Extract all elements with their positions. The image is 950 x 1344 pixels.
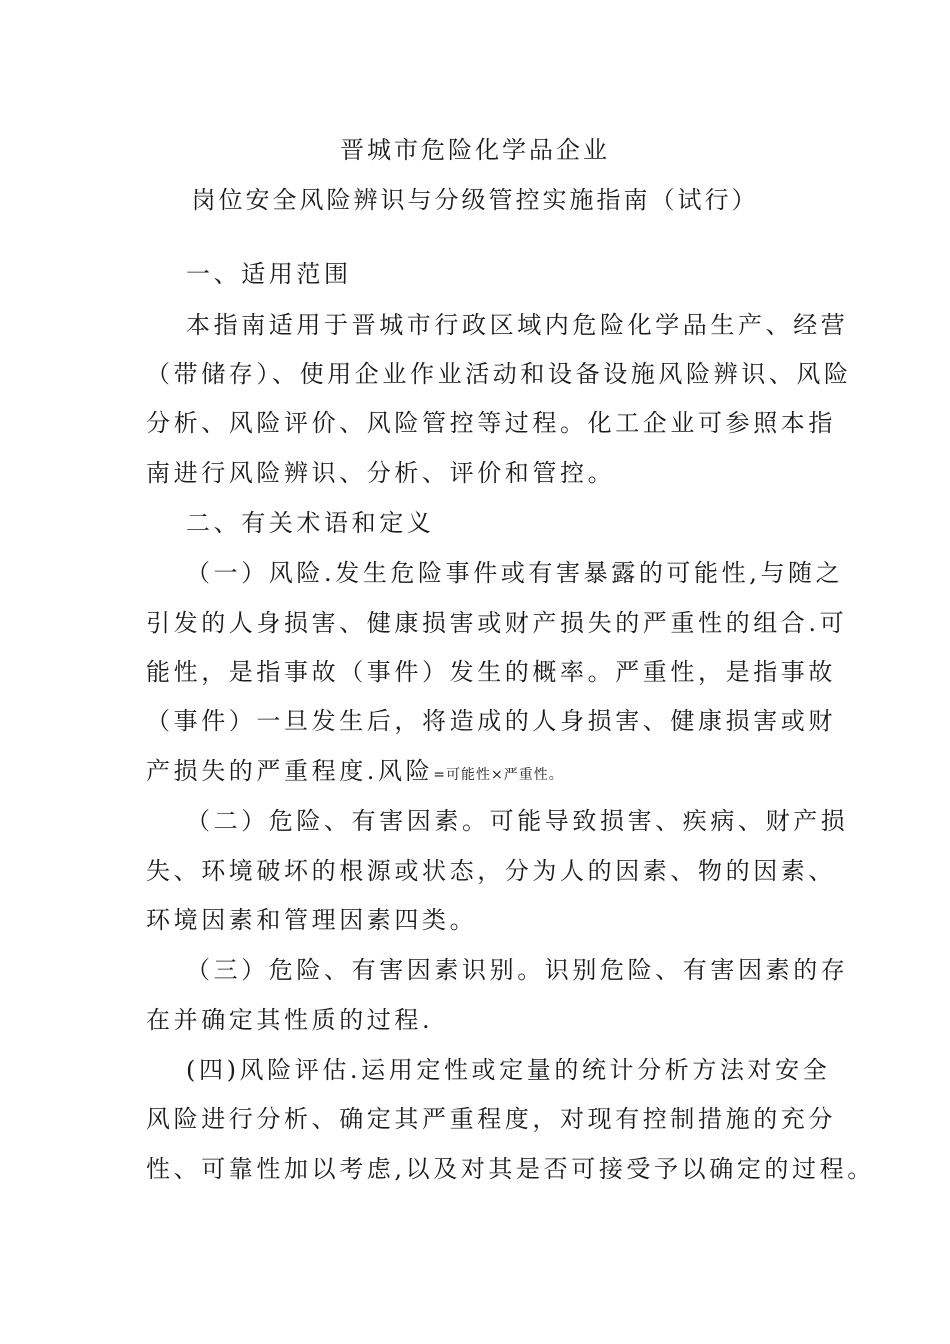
paragraph-line: （三）危险、有害因素识别。识别危险、有害因素的存 xyxy=(186,956,849,984)
section-heading-scope: 一、适用范围 xyxy=(186,260,352,288)
section-heading-terms: 二、有关术语和定义 xyxy=(186,509,435,537)
paragraph-line: 在并确定其性质的过程. xyxy=(146,1006,434,1034)
paragraph-line: 能性，是指事故（事件）发生的概率。严重性，是指事故 xyxy=(146,658,836,686)
document-title-line2: 岗位安全风险辨识与分级管控实施指南（试行） xyxy=(191,186,759,214)
paragraph-line: 风险进行分析、确定其严重程度，对现有控制措施的充分 xyxy=(146,1105,836,1133)
paragraph-line: 性、可靠性加以考虑,以及对其是否可接受予以确定的过程。 xyxy=(146,1155,875,1183)
document-title-line1: 晋城市危险化学品企业 xyxy=(340,136,610,164)
paragraph-line: （二）危险、有害因素。可能导致损害、疾病、财产损 xyxy=(186,807,849,835)
paragraph-text: 产损失的严重程度.风险 xyxy=(146,757,434,785)
paragraph-line: 失、环境破坏的根源或状态，分为人的因素、物的因素、 xyxy=(146,857,836,885)
paragraph-line: 引发的人身损害、健康损害或财产损失的严重性的组合.可 xyxy=(146,609,848,637)
paragraph-line: 环境因素和管理因素四类。 xyxy=(146,906,478,934)
paragraph-line: 本指南适用于晋城市行政区域内危险化学品生产、经营 xyxy=(186,311,849,339)
paragraph-line: 南进行风险辨识、分析、评价和管控。 xyxy=(146,459,616,487)
paragraph-line: 分析、风险评价、风险管控等过程。化工企业可参照本指 xyxy=(146,409,836,437)
risk-formula: =可能性×严重性。 xyxy=(433,767,564,783)
paragraph-line-formula xyxy=(146,756,564,790)
paragraph-line: （事件）一旦发生后，将造成的人身损害、健康损害或财 xyxy=(146,707,836,735)
paragraph-line: (四)风险评估.运用定性或定量的统计分析方法对安全 xyxy=(186,1056,831,1084)
paragraph-line: （一）风险.发生危险事件或有害暴露的可能性,与随之 xyxy=(186,559,844,587)
paragraph-line: （带储存）、使用企业作业活动和设备设施风险辨识、风险 xyxy=(146,360,852,388)
